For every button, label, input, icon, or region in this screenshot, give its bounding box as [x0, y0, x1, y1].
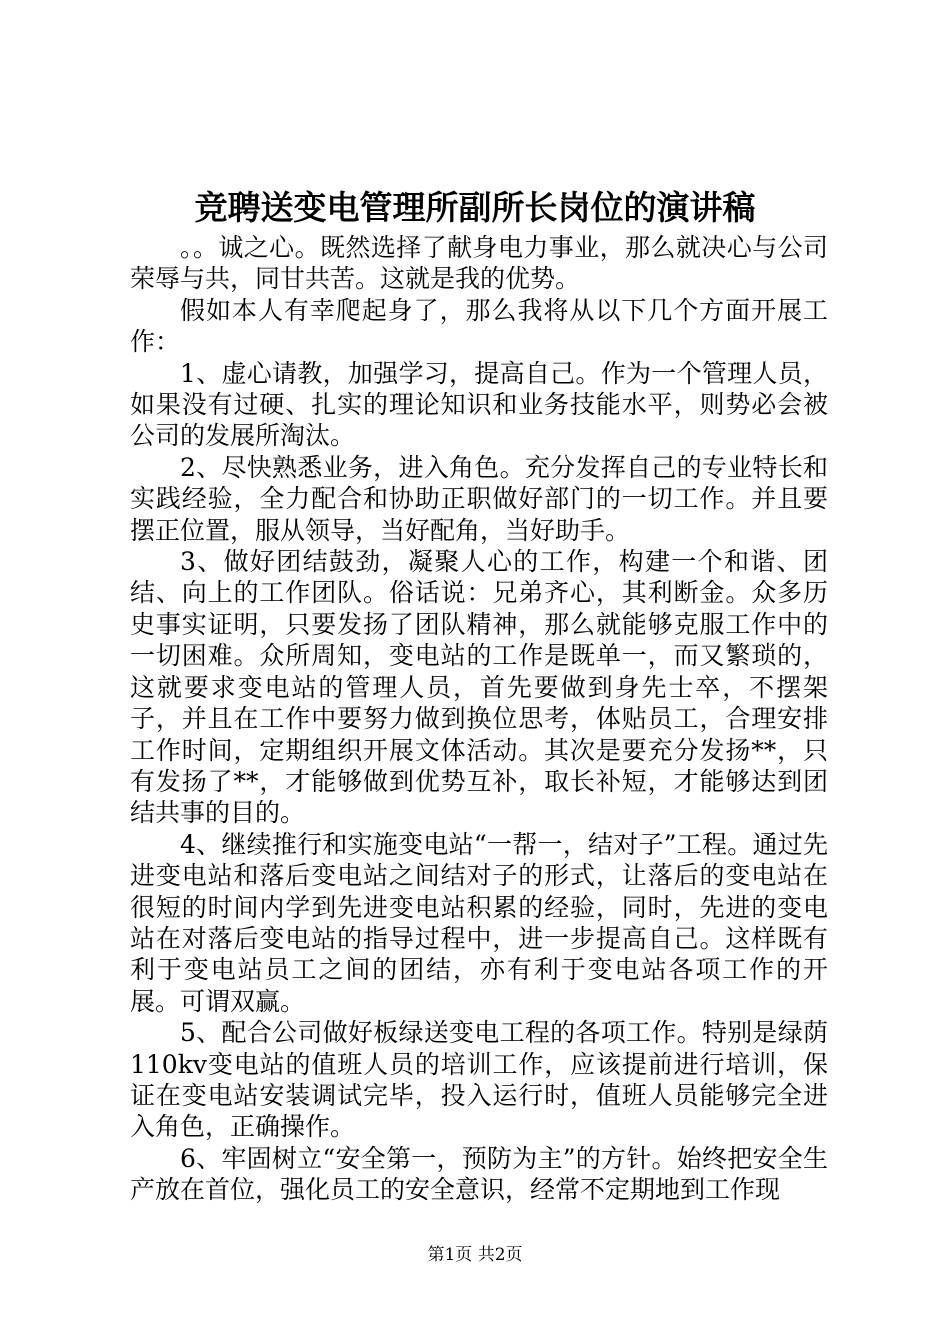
paragraph: 假如本人有幸爬起身了，那么我将从以下几个方面开展工作： [130, 295, 828, 357]
paragraph: 6、牢固树立“安全第一，预防为主”的方针。始终把安全生产放在首位，强化员工的安全意识，经常不定期地到工作现 [130, 1143, 828, 1205]
paragraph: 4、继续推行和实施变电站“一帮一，结对子”工程。通过先进变电站和落后变电站之间结对子的形式，让落后的变电站在很短的时间内学到先进变电站积累的经验，同时，先进的变电站在对落后变电站的指导过程中，进一步提高自己。这样既有利于变电站员工之间的团结，亦有利于变电站各项工作的开展。可谓双赢。 [130, 829, 828, 1016]
paragraph: 5、配合公司做好板绿送变电工程的各项工作。特别是绿荫110kv变电站的值班人员的培训工作，应该提前进行培训，保证在变电站安装调试完毕，投入运行时，值班人员能够完全进入角色，正确操作。 [130, 1018, 828, 1142]
paragraph: 1、虚心请教，加强学习，提高自己。作为一个管理人员，如果没有过硬、扎实的理论知识和业务技能水平，则势必会被公司的发展所淘汰。 [130, 358, 828, 451]
paragraph: 2、尽快熟悉业务，进入角色。充分发挥自己的专业特长和实践经验，全力配合和协助正职做好部门的一切工作。并且要摆正位置，服从领导，当好配角，当好助手。 [130, 452, 828, 545]
document-body [130, 232, 828, 1206]
page-number-footer: 第1页 共2页 [427, 1245, 523, 1265]
paragraph: 3、做好团结鼓劲，凝聚人心的工作，构建一个和谐、团结、向上的工作团队。俗话说：兄弟齐心，其利断金。众多历史事实证明，只要发扬了团队精神，那么就能够克服工作中的一切困难。众所周知，变电站的工作是既单一，而又繁琐的，这就要求变电站的管理人员，首先要做到身先士卒，不摆架子，并且在工作中要努力做到换位思考，体贴员工，合理安排工作时间，定期组织开展文体活动。其次是要充分发扬**，只有发扬了**，才能够做到优势互补，取长补短，才能够达到团结共事的目的。 [130, 547, 828, 828]
paragraph: 。。诚之心。既然选择了献身电力事业，那么就决心与公司荣辱与共，同甘共苦。这就是我的优势。 [130, 233, 828, 294]
document-title: 竞聘送变电管理所副所长岗位的演讲稿 [194, 188, 756, 227]
